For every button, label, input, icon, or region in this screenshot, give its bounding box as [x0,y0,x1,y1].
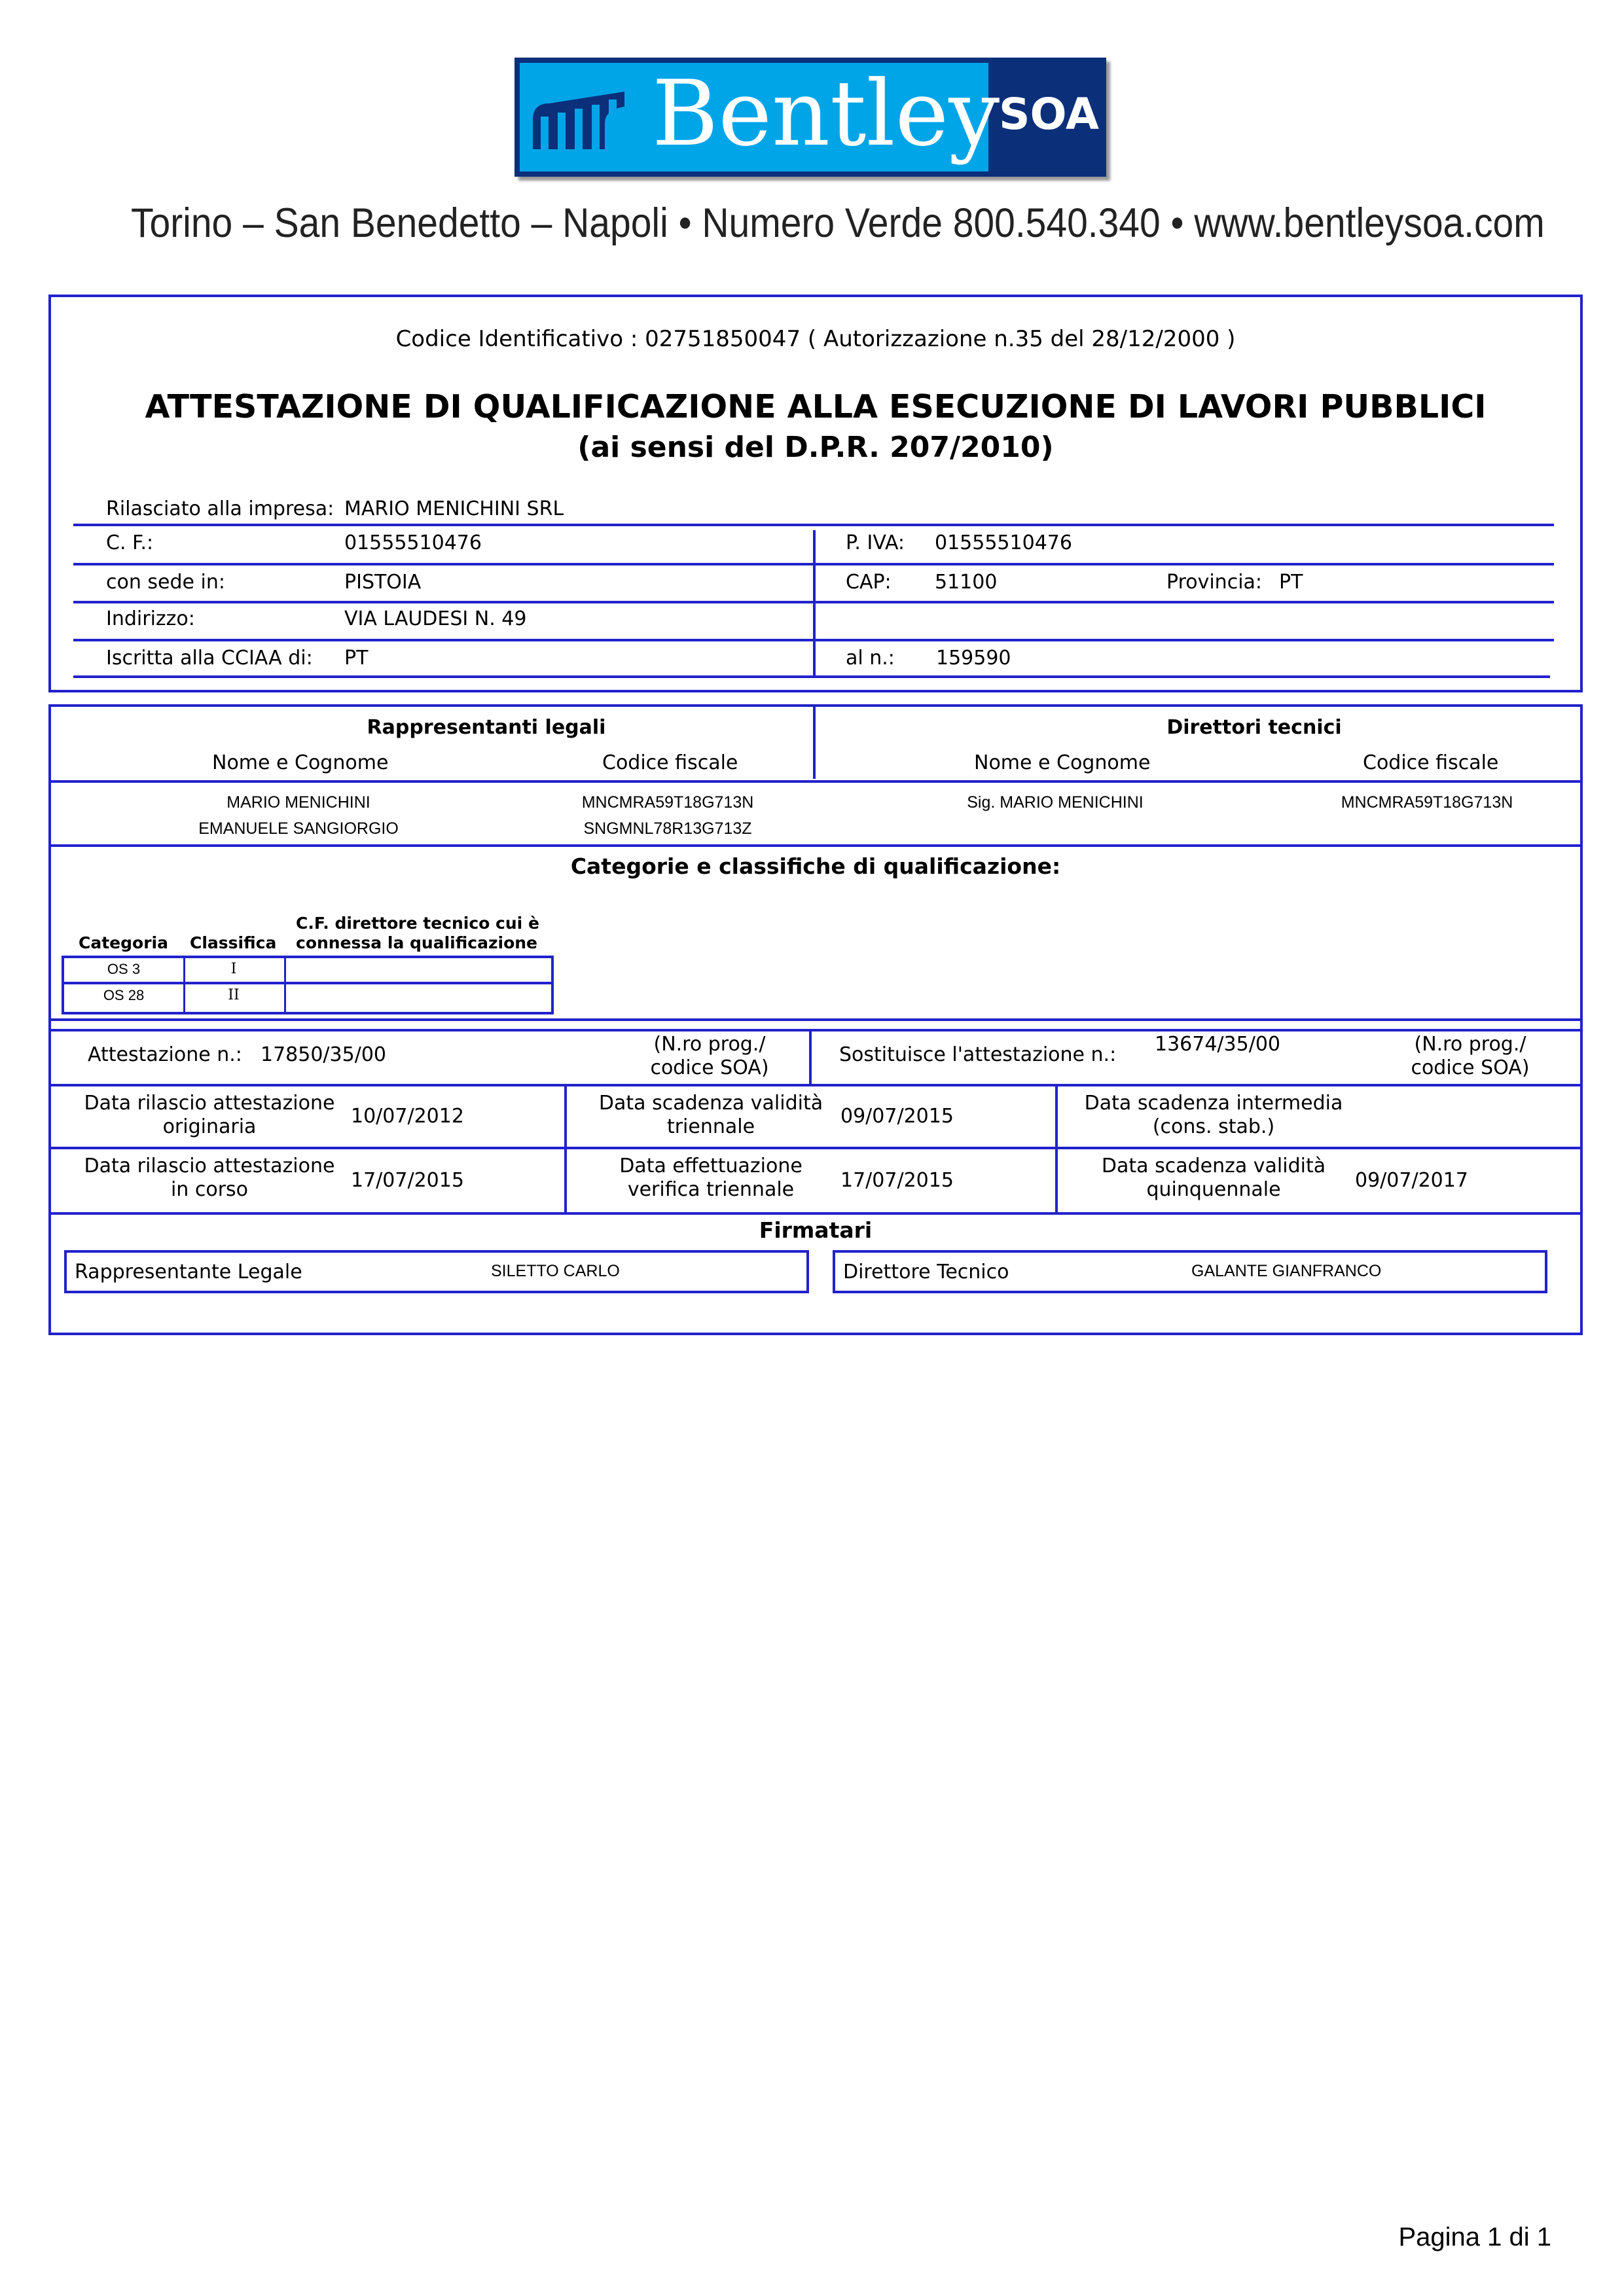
verifica-label: verifica triennale [627,1178,795,1201]
attestazione-n-label: Attestazione n.: [88,1043,242,1066]
rilascio-orig-label: Data rilascio attestazione [84,1092,335,1115]
cat-col-cf: C.F. direttore tecnico cui è [296,914,539,933]
categorie-table [62,956,554,1014]
table-row-classifica: II [228,987,240,1003]
verifica-label: Data effettuazione [619,1155,803,1177]
page-number: Pagina 1 di 1 [1398,2223,1551,2251]
firmatario-tecnico-box [833,1250,1547,1293]
divider [48,1147,1580,1149]
rilasciato-label: Rilasciato alla impresa: [106,497,334,520]
sede-value: PISTOIA [344,571,422,594]
provincia-value: PT [1279,571,1303,594]
scad-quin-value: 09/07/2017 [1355,1169,1468,1192]
legale-cf: MNCMRA59T18G713N [581,793,754,812]
logo-word: Bentley [652,61,1000,166]
divider [48,1018,1580,1021]
rilascio-orig-label: originaria [162,1115,257,1138]
nprog-label: codice SOA) [1411,1056,1530,1079]
divider [48,1084,1580,1086]
divider [813,530,816,677]
aln-value: 159590 [936,647,1011,670]
cert-title: ATTESTAZIONE DI QUALIFICAZIONE ALLA ESECUZIONE DI LAVORI PUBBLICI [145,388,1487,425]
scad-trien-label: Data scadenza validità [598,1092,823,1115]
rilasciato-value: MARIO MENICHINI SRL [344,497,564,520]
legale-nome: EMANUELE SANGIORGIO [198,819,399,838]
legali-col-cf: Codice fiscale [602,751,738,774]
firmatario-legale-label: Rappresentante Legale [75,1261,302,1283]
rilascio-corso-label: in corso [170,1178,249,1201]
table-row-classifica: I [230,961,237,977]
table-row-categoria: OS 28 [103,987,145,1003]
nprog-label: (N.ro prog./ [653,1033,766,1056]
cat-col-categoria: Categoria [79,933,168,952]
legali-title: Rappresentanti legali [367,716,606,739]
company-box [48,295,1583,692]
scad-trien-value: 09/07/2015 [840,1105,954,1128]
piva-value: 01555510476 [935,531,1072,554]
provincia-label: Provincia: [1166,571,1263,594]
verifica-value: 17/07/2015 [840,1169,954,1192]
tecnici-title: Direttori tecnici [1166,716,1342,739]
firmatario-legale-box [64,1250,809,1293]
firmatario-tecnico-value: GALANTE GIANFRANCO [1191,1262,1382,1280]
tecnici-col-nome: Nome e Cognome [974,751,1151,774]
scad-quin-label: quinquennale [1146,1178,1281,1201]
divider [64,982,551,984]
cap-value: 51100 [935,571,998,594]
firmatario-tecnico-label: Direttore Tecnico [843,1261,1009,1283]
table-row-categoria: OS 3 [107,961,141,977]
tecnici-col-cf: Codice fiscale [1363,751,1499,774]
legali-col-nome: Nome e Cognome [212,751,389,774]
divider [809,1030,812,1085]
attestazione-n-value: 17850/35/00 [261,1043,386,1066]
divider [48,780,1580,783]
rilascio-corso-value: 17/07/2015 [351,1169,464,1192]
scad-int-label: Data scadenza intermedia [1084,1092,1343,1115]
logo-arches-icon [526,84,638,156]
cap-label: CAP: [846,571,892,594]
tecnico-cf: MNCMRA59T18G713N [1341,793,1513,812]
divider [73,675,1550,678]
piva-label: P. IVA: [846,531,905,554]
nprog-label: (N.ro prog./ [1414,1033,1526,1056]
firmatari-title: Firmatari [759,1217,873,1243]
divider [48,844,1580,847]
nprog-label: codice SOA) [650,1056,769,1079]
logo-badge: SOA [999,89,1099,139]
cat-col-classifica: Classifica [190,933,277,952]
tecnico-nome: Sig. MARIO MENICHINI [967,793,1144,812]
divider [48,1212,1580,1215]
indirizzo-value: VIA LAUDESI N. 49 [344,607,527,630]
cf-value: 01555510476 [344,531,482,554]
indirizzo-label: Indirizzo: [106,607,195,630]
categorie-title: Categorie e classifiche di qualificazione: [570,853,1061,879]
divider [48,1029,1580,1031]
rilascio-corso-label: Data rilascio attestazione [84,1155,335,1177]
scad-quin-label: Data scadenza validità [1101,1155,1326,1177]
cf-label: C. F.: [106,531,154,554]
codice-line: Codice Identificativo : 02751850047 ( Autorizzazione n.35 del 28/12/2000 ) [395,326,1236,352]
divider [73,524,1554,526]
cat-col-cf: connessa la qualificazione [296,933,537,952]
cciaa-value: PT [344,647,369,670]
divider [813,704,816,779]
divider [1055,1085,1058,1213]
legale-nome: MARIO MENICHINI [226,793,370,812]
divider [284,958,286,1012]
aln-label: al n.: [846,647,895,670]
legale-cf: SNGMNL78R13G713Z [583,819,752,838]
cciaa-label: Iscritta alla CCIAA di: [106,647,313,670]
rilascio-orig-value: 10/07/2012 [351,1105,464,1128]
scad-trien-label: triennale [666,1115,755,1138]
sostituisce-label: Sostituisce l'attestazione n.: [839,1043,1117,1066]
logo [514,58,1106,177]
sostituisce-value: 13674/35/00 [1155,1033,1280,1056]
scad-int-label: (cons. stab.) [1152,1115,1275,1138]
sede-label: con sede in: [106,571,225,594]
firmatario-legale-value: SILETTO CARLO [491,1262,620,1280]
contact-line: Torino – San Benedetto – Napoli • Numero Verde 800.540.340 • www.bentleysoa.com [131,200,1545,247]
cert-subtitle: (ai sensi del D.P.R. 207/2010) [577,431,1054,464]
